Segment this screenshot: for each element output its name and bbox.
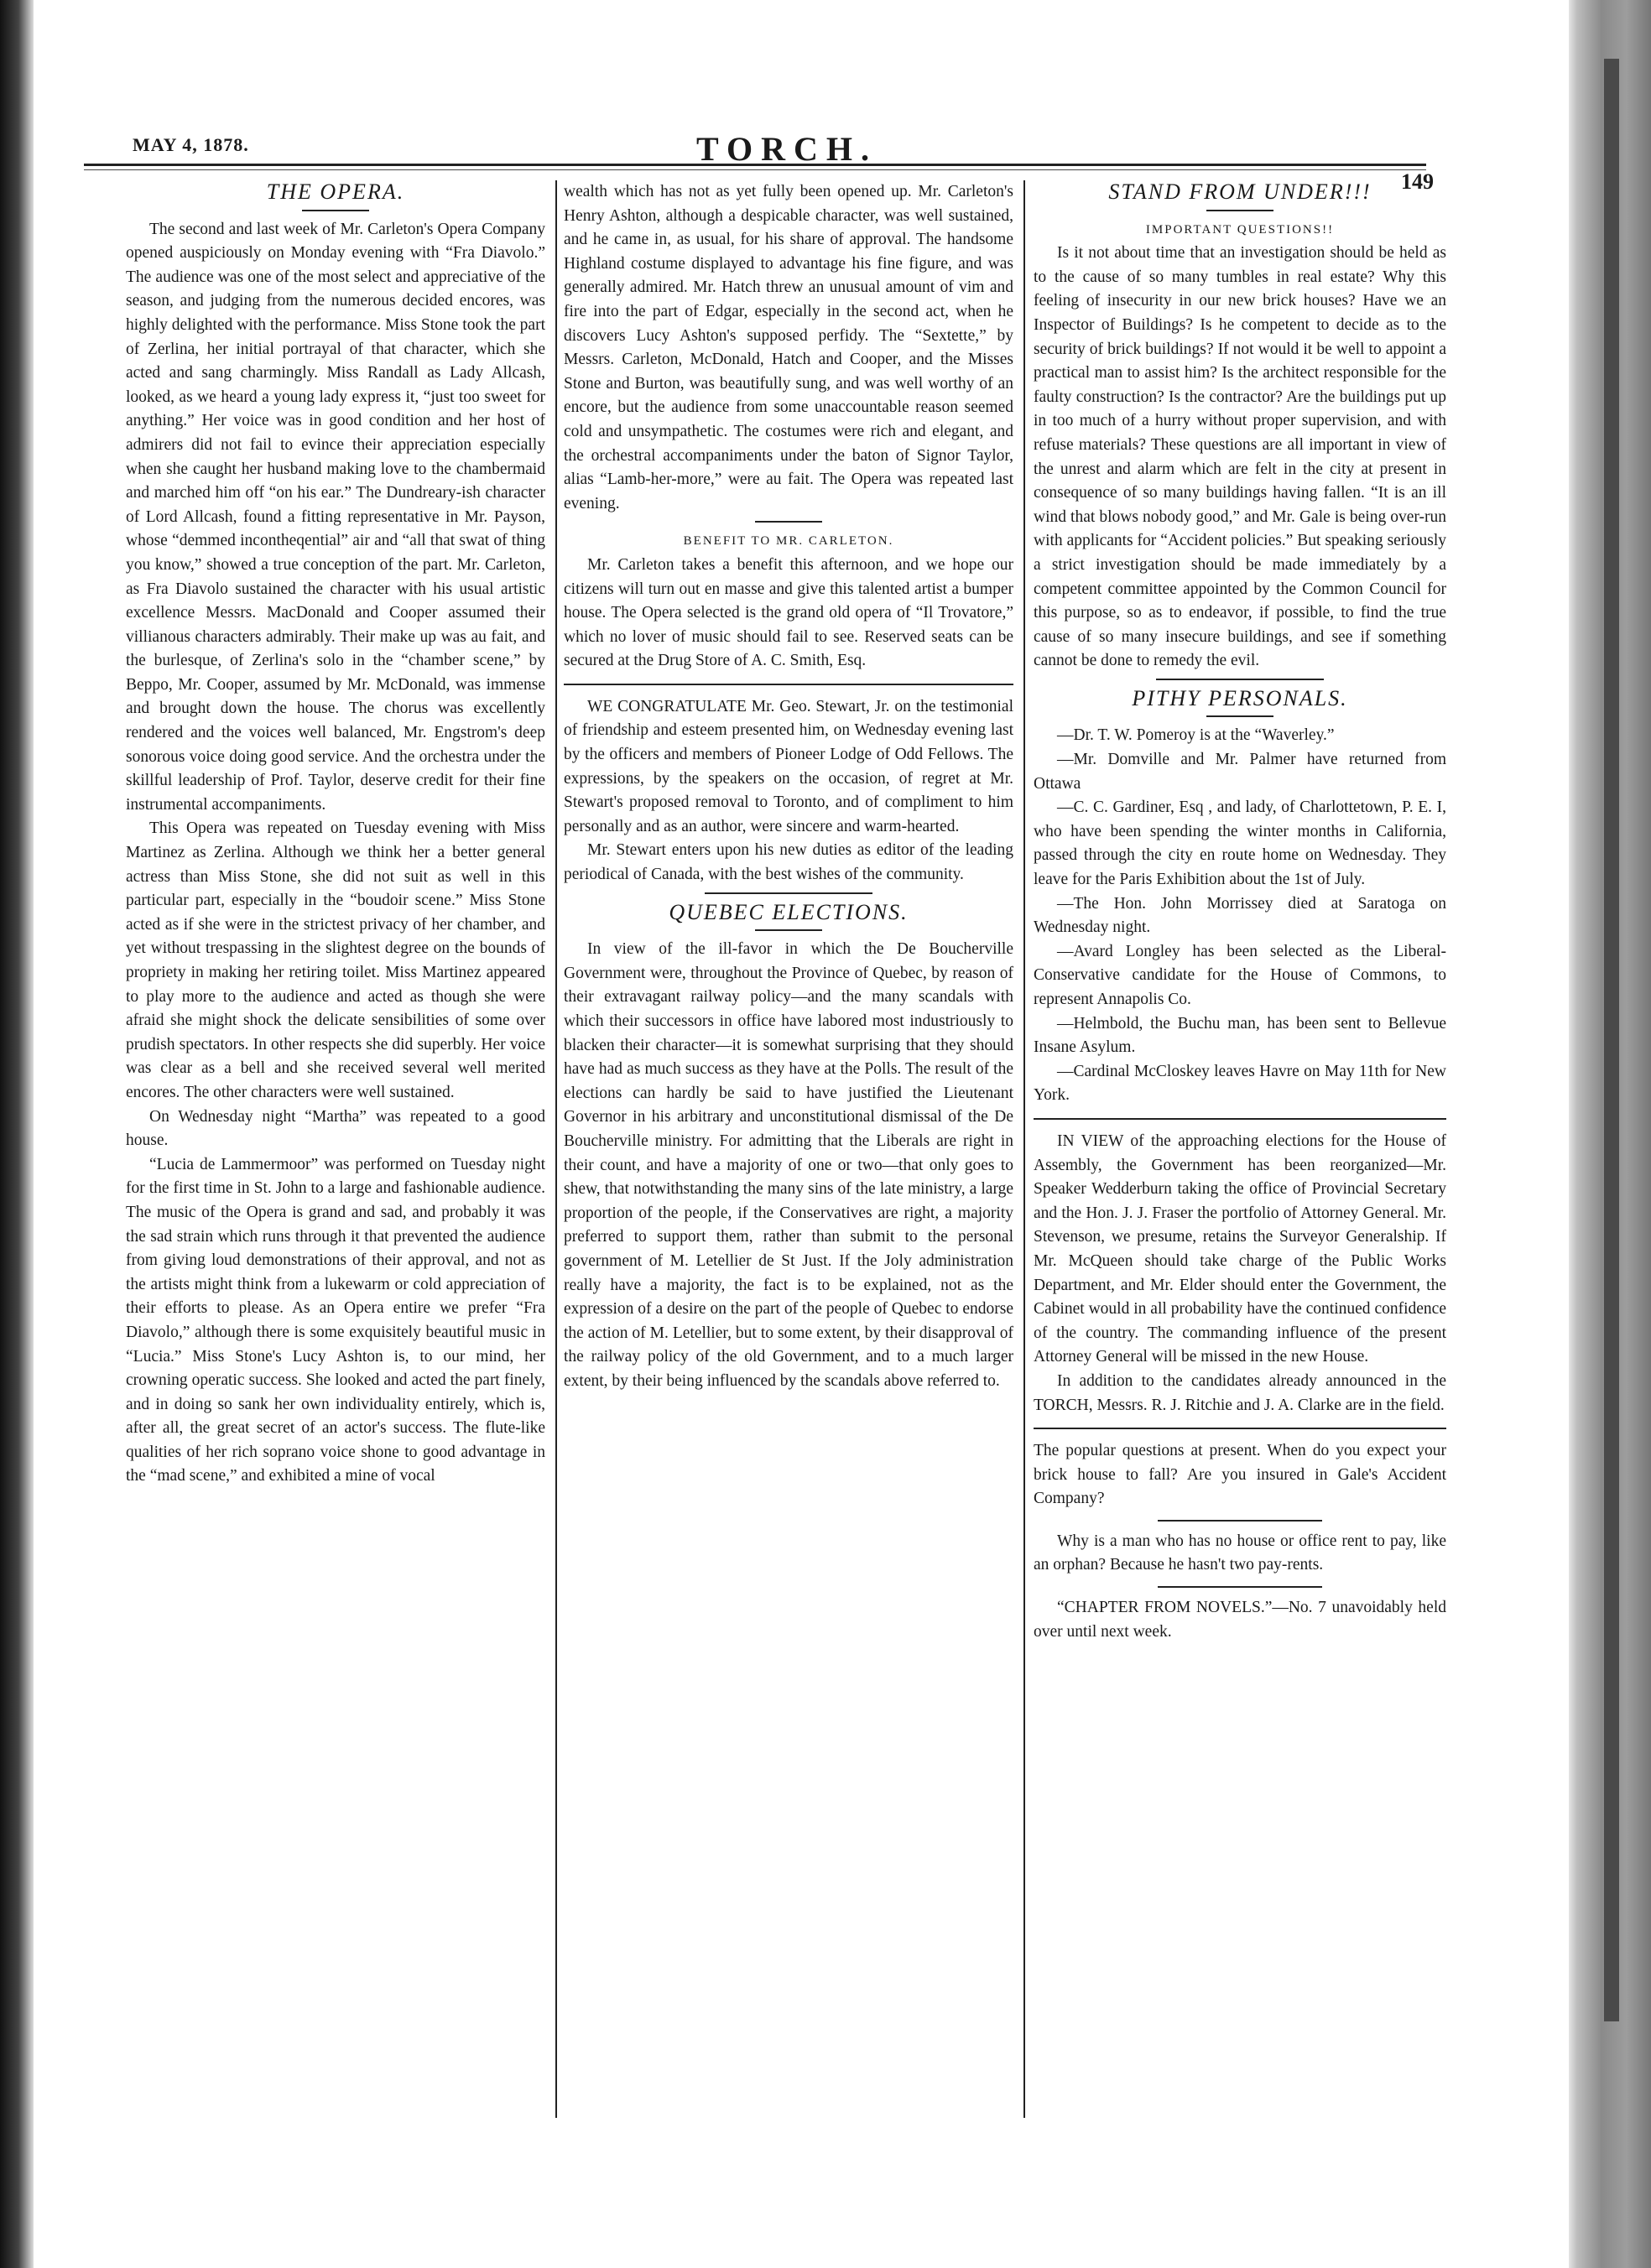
personal-item: —Helmbold, the Buchu man, has been sent to Bellevue Insane Asylum.	[1034, 1014, 1446, 1057]
section-rule	[1156, 679, 1324, 680]
opera-paragraph: This Opera was repeated on Tuesday evening with Miss Martinez as Zerlina. Although we think her a better general actress than Miss Stone, she did not suit as well in this particular part, especially in the “boudoir scene.” Miss Stone acted as if she were in the strictest privacy of her chamber, and yet without trespassing in the slightest degree on the bounds of propriety in making her retiring toilet. Miss Martinez appeared to play more to the audience and acted as though she were afraid she might shock the delicate sensibilities of some over prudish spectators. In other respects she did superbly. Her voice was clear as a bell and she received several well merited encores. The other characters were well sustained.	[126, 819, 545, 1101]
riddle-paragraph: Why is a man who has no house or office rent to pay, like an orphan? Because he hasn't two pay-rents.	[1034, 1532, 1446, 1574]
scan-left-edge	[0, 0, 34, 2268]
section-rule	[705, 892, 872, 894]
column-divider-2	[1023, 180, 1025, 2118]
government-paragraph: IN VIEW of the approaching elections for the House of Assembly, the Government has been reorganized—Mr. Speaker Wedderburn taking the office of Provincial Secretary and the Hon. J. J. Fraser the portfolio of Attorney General. Mr. Stevenson, we presume, retains the Surveyor Generalship. If Mr. McQueen should take charge of the Public Works Department, and Mr. Elder should enter the Government, the Cabinet would in all probability have the continued confidence of the country. The commanding influence of the present Attorney General will be missed in the new House.	[1034, 1131, 1446, 1366]
page-number: 149	[1401, 169, 1434, 194]
binding-fold	[1604, 59, 1619, 2021]
benefit-paragraph: Mr. Carleton takes a benefit this afternoon, and we hope our citizens will turn out en masse and give this talented artist a bumper house. The Opera selected is the grand old opera of “Il Trovatore,” which no lover of music should fail to see. Reserved seats can be secured at the Drug Store of A. C. Smith, Esq.	[564, 555, 1013, 670]
section-rule	[755, 521, 822, 523]
opera-paragraph: “Lucia de Lammermoor” was performed on Tuesday night for the first time in St. John to a large and fashionable audience. The music of the Opera is grand and sad, and probably it was the sad strain which runs through it that prevented the audience from giving loud demonstrations of their approval, and not as the artists might think from a lukewarm or cold appreciation of their efforts to please. As an Opera entire we prefer “Fra Diavolo,” although there is some exquisitely beautiful music in “Lucia.” Miss Stone's Lucy Ashton is, to our mind, her crowning operatic success. She looked and acted the part finely, and in doing so sank her own individuality entirely, which is, after all, the great secret of an actor's success. The flute-like qualities of her rich soprano voice shone to good advantage in the “mad scene,” and exhibited a mine of vocal	[126, 1155, 545, 1485]
opera-heading: THE OPERA.	[266, 180, 405, 204]
stewart-paragraph: Mr. Stewart enters upon his new duties as editor of the leading periodical of Canada, with the best wishes of the community.	[564, 841, 1013, 884]
heading-rule	[755, 929, 822, 931]
quebec-paragraph: In view of the ill-favor in which the De Boucherville Government were, throughout the Province of Quebec, by reason of their extravagant railway policy—and the many scandals with which their successors in office have labored most industriously to blacken their character—it is somewhat surprising that they should have had as much success as they have at the Polls. The result of the elections can hardly be said to have justified the Lieutenant Governor in his arbitrary and unconstitutional dismissal of the De Boucherville ministry. For admitting that the Liberals are right in their count, and have a majority of one or two—that only goes to shew, that notwithstanding the many sins of the late ministry, a large proportion of the people, if the Conservatives are right, a majority preferred to support them, rather than submit to the personal government of M. Letellier de St Just. If the Joly administration really have a majority, the fact is to be explained, not as the expression of a desire on the part of the people of Quebec to endorse the action of M. Letellier, but to some extent, by their disapproval of the railway policy of the old Government, and to a much larger extent, by their being influenced by the scandals above referred to.	[564, 940, 1013, 1390]
congratulate-paragraph: WE CONGRATULATE Mr. Geo. Stewart, Jr. on the testimonial of friendship and esteem presented him, on Wednesday evening last by the officers and members of Pioneer Lodge of Odd Fellows. The expressions, by the speakers on the occasion, of regret at Mr. Stewart's proposed removal to Toronto, and of compliment to him personally and as an author, were sincere and warm-hearted.	[564, 697, 1013, 835]
opera-paragraph: The second and last week of Mr. Carleton's Opera Company opened auspiciously on Monday evening with “Fra Diavolo.” The audience was one of the most select and appreciative of the season, and judging from the numerous decided encores, was highly delighted with the performance. Miss Stone took the part of Zerlina, her initial portrayal of that character, which she acted and sang charmingly. Miss Randall as Lady Allcash, looked, as we heard a young lady express it, “just too sweet for anything.” Her voice was in good condition and her host of admirers did not fail to evince their appreciation especially when she caught her husband making love to the chambermaid and marched him off “on his ear.” The Dundreary-ish character of Lord Allcash, found a fitting representative in Mr. Payson, whose “demmed incontheqential” air and “all that swat of thing you know,” showed a true conception of the part. Mr. Carleton, as Fra Diavolo sustained the character with his usual artistic excellence Messrs. MacDonald and Cooper assumed their villianous characters admirably. Their make up was au fait, and the burlesque, of Zerlina's solo in the “chamber scene,” by Beppo, Mr. Cooper, assumed by Mr. McDonald, was immense and brought down the house. The chorus was excellently rendered and the voices well balanced, Mr. Engstrom's deep sonorous voice doing good service. And the orchestra under the skillful leadership of Prof. Taylor, deserve credit for their fine instrumental accompaniments.	[126, 220, 545, 814]
section-rule	[1158, 1586, 1323, 1588]
personal-item: —Dr. T. W. Pomeroy is at the “Waverley.”	[1057, 726, 1335, 745]
personal-item: —C. C. Gardiner, Esq , and lady, of Charlottetown, P. E. I, who have been spending the winter months in California, passed through the city en route home on Wednesday. They leave for the Paris Exhibition about the 1st of July.	[1034, 798, 1446, 889]
column-divider-1	[555, 180, 557, 2118]
opera-continued-paragraph: wealth which has not as yet fully been opened up. Mr. Carleton's Henry Ashton, although a despicable character, was well sustained, and he came in, as usual, for his share of approval. The handsome Highland costume displayed to advantage his fine figure, and was generally admired. Mr. Hatch threw an unusual amount of vim and fire into the part of Edgar, especially in the second act, when he discovers Lucy Ashton's supposed perfidy. The “Sextette,” by Messrs. Carleton, McDonald, Hatch and Cooper, and the Misses Stone and Burton, was beautifully sung, and was well worthy of an encore, but the audience from some unaccountable reason seemed cold and unsympathetic. The costumes were rich and elegant, and the orchestral accompaniments under the baton of Signor Taylor, alias “Lamb-her-more,” were au fait. The Opera was repeated last evening.	[564, 183, 1013, 512]
section-rule	[1158, 1520, 1323, 1522]
column-2	[564, 180, 1013, 2126]
section-rule	[564, 684, 1013, 685]
heading-rule	[302, 210, 369, 211]
personal-item: —Avard Longley has been selected as the Liberal-Conservative candidate for the House of Commons, to represent Annapolis Co.	[1034, 942, 1446, 1008]
masthead-title: TORCH.	[696, 130, 878, 168]
stand-from-under-heading: STAND FROM UNDER!!!	[1108, 180, 1372, 204]
heading-rule	[1206, 210, 1273, 211]
opera-paragraph: On Wednesday night “Martha” was repeated to a good house.	[126, 1107, 545, 1150]
column-3	[1034, 180, 1446, 2126]
column-1	[126, 180, 545, 2126]
issue-date: MAY 4, 1878.	[133, 134, 249, 155]
heading-rule	[1206, 715, 1273, 717]
section-rule	[1034, 1428, 1446, 1429]
header-rule-thin	[84, 169, 1426, 170]
personal-item: —The Hon. John Morrissey died at Saratoga on Wednesday night.	[1034, 894, 1446, 937]
quebec-heading: QUEBEC ELECTIONS.	[669, 899, 909, 924]
personal-item: —Mr. Domville and Mr. Palmer have returned from Ottawa	[1034, 751, 1446, 793]
chapter-notice-paragraph: “CHAPTER FROM NOVELS.”—No. 7 unavoidably held over until next week.	[1034, 1599, 1446, 1641]
benefit-heading: BENEFIT TO MR. CARLETON.	[683, 534, 894, 549]
scan-right-edge	[1569, 0, 1651, 2268]
pithy-personals-heading: PITHY PERSONALS.	[1132, 685, 1348, 710]
section-rule	[1034, 1118, 1446, 1120]
popular-questions-paragraph: The popular questions at present. When do you expect your brick house to fall? Are you insured in Gale's Accident Company?	[1034, 1442, 1446, 1508]
header-rule	[84, 164, 1426, 166]
newspaper-page	[84, 101, 1460, 2139]
candidates-paragraph: In addition to the candidates already announced in the TORCH, Messrs. R. J. Ritchie and J. A. Clarke are in the field.	[1034, 1371, 1446, 1414]
personal-item: —Cardinal McCloskey leaves Havre on May 11th for New York.	[1034, 1062, 1446, 1105]
stand-paragraph: Is it not about time that an investigation should be held as to the cause of so many tumbles in real estate? Why this feeling of insecurity in our new brick houses? Have we an Inspector of Buildings? Is he competent to decide as to the security of brick buildings? If not would it be well to appoint a practical man to assist him? Is the architect responsible for the faulty construction? Is the contractor? Are the buildings put up in too much of a hurry without proper supervision, and with refuse materials? These questions are all important in view of the unrest and alarm which are felt in the city at present in consequence of so many buildings having fallen. “It is an ill wind that blows nobody good,” and Mr. Gale is being over-run with applicants for “Accident policies.” But speaking seriously a strict investigation should be made immediately by a competent committee appointed by the Common Council for this purpose, so as to endeavor, if possible, to find the true cause of so many insecure buildings, and see if something cannot be done to remedy the evil.	[1034, 244, 1446, 670]
important-questions-subheading: IMPORTANT QUESTIONS!!	[1145, 222, 1335, 237]
